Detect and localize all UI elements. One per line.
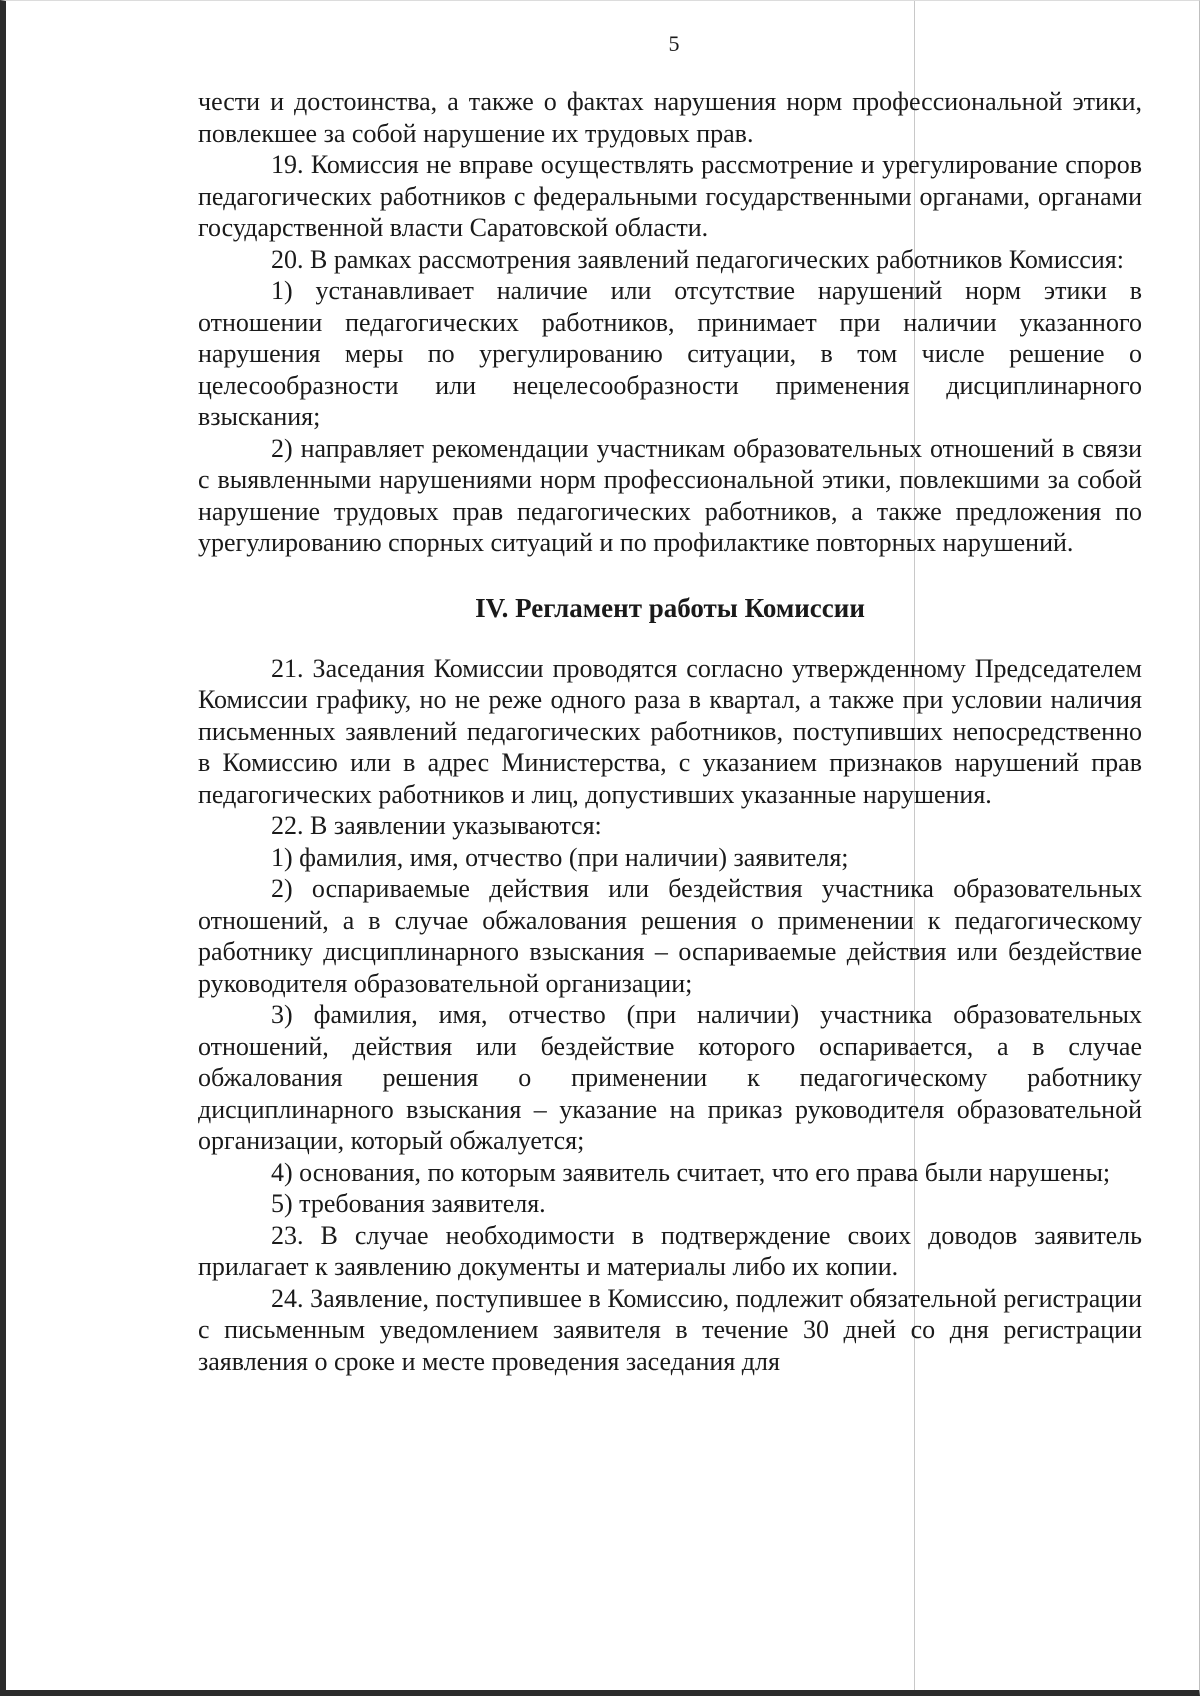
paragraph-21: 21. Заседания Комиссии проводятся согласно утвержденному Председателем Комиссии графику, но не реже одного раза в квартал, а также при условии наличия письменных заявлений педагогических работников, поступивших непосредственно в Комиссию или в адрес Министерства, с указанием признаков нарушений прав педагогических работников и лиц, допустивших указанные нарушения. — [198, 653, 1142, 809]
paragraph-20-item-1: 1) устанавливает наличие или отсутствие нарушений норм этики в отношении педагогических работников, принимает при наличии указанного нарушения меры по урегулированию ситуации, в том числе решение о целесообразности или нецелесообразности применения дисциплинарного взыскания; — [198, 276, 1142, 431]
paragraph-22: 22. В заявлении указываются: — [271, 811, 602, 840]
paragraph-23: 23. В случае необходимости в подтверждение своих доводов заявитель прилагает к заявлению документы и материалы либо их копии. — [198, 1220, 1142, 1281]
paragraph-20: 20. В рамках рассмотрения заявлений педагогических работников Комиссия: — [271, 244, 1124, 274]
section-heading: IV. Регламент работы Комиссии — [475, 592, 865, 623]
paragraph-19: 19. Комиссия не вправе осуществлять рассмотрение и урегулирование споров педагогических работников с федеральными государственными органами, органами государственной власти Саратовской области. — [198, 150, 1142, 242]
paragraph-22-item-1: 1) фамилия, имя, отчество (при наличии) заявителя; — [271, 842, 849, 872]
paragraph-24: 24. Заявление, поступившее в Комиссию, подлежит обязательной регистрации с письменным уведомлением заявителя в течение 30 дней со дня регистрации заявления о сроке и месте проведения заседания для — [198, 1283, 1142, 1376]
paragraph-20-item-2: 2) направляет рекомендации участникам образовательных отношений в связи с выявленными нарушениями норм профессиональной этики, повлекшими за собой нарушение трудовых прав педагогических работников, а также предложения по урегулированию спорных ситуаций и по профилактике повторных нарушений. — [198, 433, 1142, 557]
paragraph-22-item-3: 3) фамилия, имя, отчество (при наличии) участника образовательных отношений, действия или бездействие которого оспаривается, а в случае обжалования решения о применении к педагогическому работнику дисциплинарного взыскания – указание на приказ руководителя образовательной организации, который обжалуется; — [198, 1000, 1142, 1155]
paragraph-22-item-5: 5) требования заявителя. — [271, 1189, 546, 1218]
document-body — [198, 86, 1142, 1377]
paragraph-22-item-4: 4) основания, по которым заявитель считает, что его права были нарушены; — [271, 1157, 1111, 1187]
paragraph-continuation: чести и достоинства, а также о фактах нарушения норм профессиональной этики, повлекшее за собой нарушение их трудовых прав. — [198, 87, 1142, 148]
paragraph-22-item-2: 2) оспариваемые действия или бездействия участника образовательных отношений, а в случае обжалования решения о применении к педагогическому работнику дисциплинарного взыскания – оспариваемые действия или бездействие руководителя образовательной организации; — [198, 874, 1142, 998]
page-number: 5 — [668, 31, 680, 56]
